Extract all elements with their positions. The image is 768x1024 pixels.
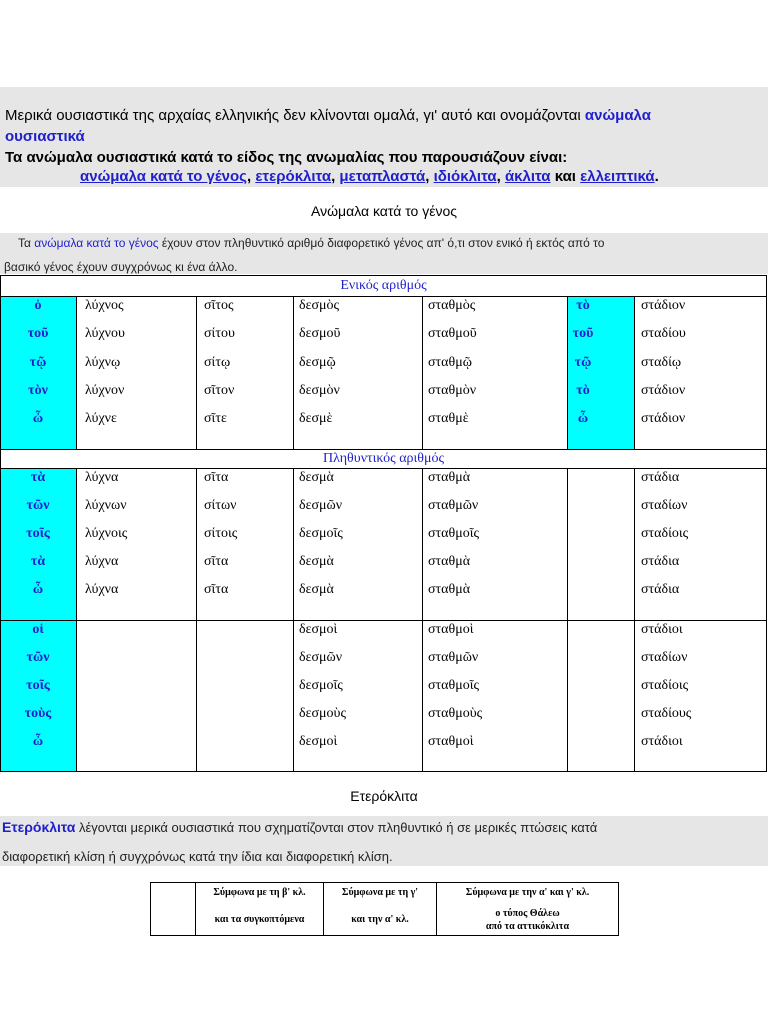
table-cell: σῖτα xyxy=(204,582,229,597)
irregular-link-part-2[interactable]: ουσιαστικά xyxy=(5,128,85,145)
table-cell: σταθμὰ xyxy=(428,470,471,485)
table-cell: σταθμὰ xyxy=(428,582,471,597)
table-cell: σταθμοῖς xyxy=(428,678,480,693)
table-cell: λύχνος xyxy=(85,298,124,313)
table2-header-3c: από τα αττικόκλιτα xyxy=(485,921,570,932)
table-cell: σῖτα xyxy=(204,470,229,485)
link-elleiptika[interactable]: ελλειπτικά xyxy=(580,168,655,185)
table-cell: σῖτον xyxy=(204,383,235,398)
table-cell: δεσμῶν xyxy=(299,498,343,513)
article-cell: τῶν xyxy=(26,650,50,665)
link-aklita[interactable]: άκλιτα xyxy=(504,168,551,185)
table-cell: στάδιοι xyxy=(641,734,683,749)
table-cell: σίτῳ xyxy=(204,355,231,370)
link-heteroclite[interactable]: ετερόκλιτα xyxy=(255,168,332,185)
intro-box xyxy=(0,87,768,187)
table-cell: δεσμοὶ xyxy=(299,622,338,637)
table-cell: λύχνα xyxy=(85,554,119,569)
article-cell: ὁ xyxy=(34,298,42,313)
table-cell: σταθμῷ xyxy=(428,355,472,370)
table-cell: σταδίῳ xyxy=(641,355,682,370)
neuter-article-cell: τὸ xyxy=(576,298,590,313)
table-cell: λύχνῳ xyxy=(85,355,121,370)
table2-header-3b: ο τύπος Θάλεω xyxy=(495,908,560,919)
table-cell: σταθμὸν xyxy=(428,383,477,398)
article-cell: τὸν xyxy=(28,383,48,398)
gender-irregular-link[interactable]: ανώμαλα κατά το γένος xyxy=(34,236,159,250)
table-cell: σταδίου xyxy=(641,326,686,341)
article-cell: τοῖς xyxy=(26,526,50,541)
table-cell: σταδίους xyxy=(641,706,692,721)
table-cell: σταδίοις xyxy=(641,526,689,541)
table-cell: σταδίοις xyxy=(641,678,689,693)
table-cell: σίτου xyxy=(204,326,235,341)
neuter-article-cell: τοῦ xyxy=(572,326,594,341)
table-cell: δεσμοὶ xyxy=(299,734,338,749)
link-idioklita[interactable]: ιδιόκλιτα xyxy=(433,168,497,185)
plural-header: Πληθυντικός αριθμός xyxy=(322,451,445,466)
intro-line-3: Τα ανώμαλα ουσιαστικά κατά το είδος της ανωμαλίας που παρουσιάζουν είναι: xyxy=(5,149,568,166)
table-cell: λύχνα xyxy=(85,582,119,597)
table-cell: στάδιοι xyxy=(641,622,683,637)
table-cell: δεσμὰ xyxy=(299,582,334,597)
table-cell: δεσμὸν xyxy=(299,383,340,398)
table-cell: λύχνου xyxy=(85,326,125,341)
intro-line-1 xyxy=(5,107,651,124)
neuter-article-cell: τῷ xyxy=(574,355,592,370)
table2-header-3a: Σύμφωνα με την α' και γ' κλ. xyxy=(465,887,590,898)
intro-text-1: Μερικά ουσιαστικά της αρχαίας ελληνικής δεν κλίνονται ομαλά, γι' αυτό και ονομάζονται xyxy=(5,107,581,124)
link-metaplasta[interactable]: μεταπλαστά xyxy=(339,168,426,185)
table-cell: σταθμοὶ xyxy=(428,622,474,637)
table-cell: λύχνε xyxy=(85,411,117,426)
table2-header-2b: και την α' κλ. xyxy=(351,914,409,925)
table-cell: σῖτα xyxy=(204,554,229,569)
article-cell: τὰ xyxy=(30,554,46,569)
article-cell: τοὺς xyxy=(24,706,52,721)
table-cell: δεσμῷ xyxy=(299,355,336,370)
neuter-article-cell: ὦ xyxy=(577,411,589,426)
table-cell: δεσμὲ xyxy=(299,411,333,426)
table-cell: στάδια xyxy=(641,554,680,569)
article-cell: ὦ xyxy=(32,734,44,749)
gender-section-paragraph: Τα ανώμαλα κατά το γένος έχουν στον πληθυντικό αριθμό διαφορετικό γένος απ' ό,τι στον ενικό ή εκτός από το βασικό γένος έχουν συγχρόνως κι ένα άλλο. xyxy=(0,233,768,274)
table-cell: στάδιον xyxy=(641,298,686,313)
heteroclite-section-heading: Ετερόκλιτα xyxy=(350,788,418,804)
table-cell: λύχνοις xyxy=(85,526,128,541)
table-cell: σταθμοὶ xyxy=(428,734,474,749)
table-cell: σταθμὰ xyxy=(428,554,471,569)
table-cell: δεσμῶν xyxy=(299,650,343,665)
article-cell: ὦ xyxy=(32,411,44,426)
table-cell: σταθμοὺς xyxy=(428,706,483,721)
table2-header-1b: και τα συγκοπτόμενα xyxy=(214,914,305,925)
article-cell: ὦ xyxy=(32,582,44,597)
article-cell: τῷ xyxy=(29,355,47,370)
table-cell: δεσμοῖς xyxy=(299,526,343,541)
article-cell: τοῖς xyxy=(26,678,50,693)
table-cell: δεσμοῖς xyxy=(299,678,343,693)
table-cell: σίτων xyxy=(204,498,237,513)
irregular-link-part-1[interactable]: ανώμαλα xyxy=(584,107,651,124)
link-gender-irregular[interactable]: ανώμαλα κατά το γένος xyxy=(80,168,247,185)
table-cell: σταδίων xyxy=(641,498,688,513)
intro-line-2 xyxy=(5,128,85,145)
table-cell: σταθμῶν xyxy=(428,650,479,665)
article-cell: τοῦ xyxy=(27,326,49,341)
neuter-article-cell: τὸ xyxy=(576,383,590,398)
table-cell: λύχνον xyxy=(85,383,125,398)
table-cell: στάδιον xyxy=(641,411,686,426)
table-cell: δεσμοῦ xyxy=(299,326,341,341)
table-cell: σταδίων xyxy=(641,650,688,665)
table-cell: σταθμοῖς xyxy=(428,526,480,541)
table-cell: δεσμὸς xyxy=(299,298,340,313)
table-cell: στάδιον xyxy=(641,383,686,398)
category-links: ανώμαλα κατά το γένος, ετερόκλιτα, μεταπλαστά, ιδιόκλιτα, άκλιτα και ελλειπτικά. xyxy=(80,168,659,185)
article-cell: τὰ xyxy=(30,470,46,485)
table-cell: λύχνα xyxy=(85,470,119,485)
table-cell: σταθμοῦ xyxy=(428,326,477,341)
table2-header-2a: Σύμφωνα με τη γ' xyxy=(341,887,419,898)
table-cell: σῖτε xyxy=(204,411,227,426)
table-cell: στάδια xyxy=(641,582,680,597)
table-cell: δεσμὰ xyxy=(299,470,334,485)
table-cell: σταθμῶν xyxy=(428,498,479,513)
heteroclite-term: Ετερόκλιτα xyxy=(2,819,76,835)
table-cell: σταθμὸς xyxy=(428,298,476,313)
table-cell: σῖτος xyxy=(204,298,234,313)
table-cell: σίτοις xyxy=(204,526,238,541)
table-cell: λύχνων xyxy=(85,498,127,513)
table-cell: σταθμὲ xyxy=(428,411,469,426)
heteroclite-table xyxy=(150,882,619,936)
gender-section-heading: Ανώμαλα κατά το γένος xyxy=(311,203,457,219)
article-cell: οἱ xyxy=(32,622,44,637)
table2-header-1a: Σύμφωνα με τη β' κλ. xyxy=(213,887,306,898)
table-cell: στάδια xyxy=(641,470,680,485)
article-cell: τῶν xyxy=(26,498,50,513)
table-cell: δεσμοὺς xyxy=(299,706,347,721)
heteroclite-section-paragraph: Ετερόκλιτα λέγονται μερικά ουσιαστικά που σχηματίζονται στον πληθυντικό ή σε μερικές πτώσεις κατά διαφορετική κλίση ή συγχρόνως κατά την ίδια και διαφορετική κλίση. xyxy=(0,816,768,866)
declension-table xyxy=(0,275,767,772)
table-cell: δεσμὰ xyxy=(299,554,334,569)
singular-header: Ενικός αριθμός xyxy=(340,278,427,293)
